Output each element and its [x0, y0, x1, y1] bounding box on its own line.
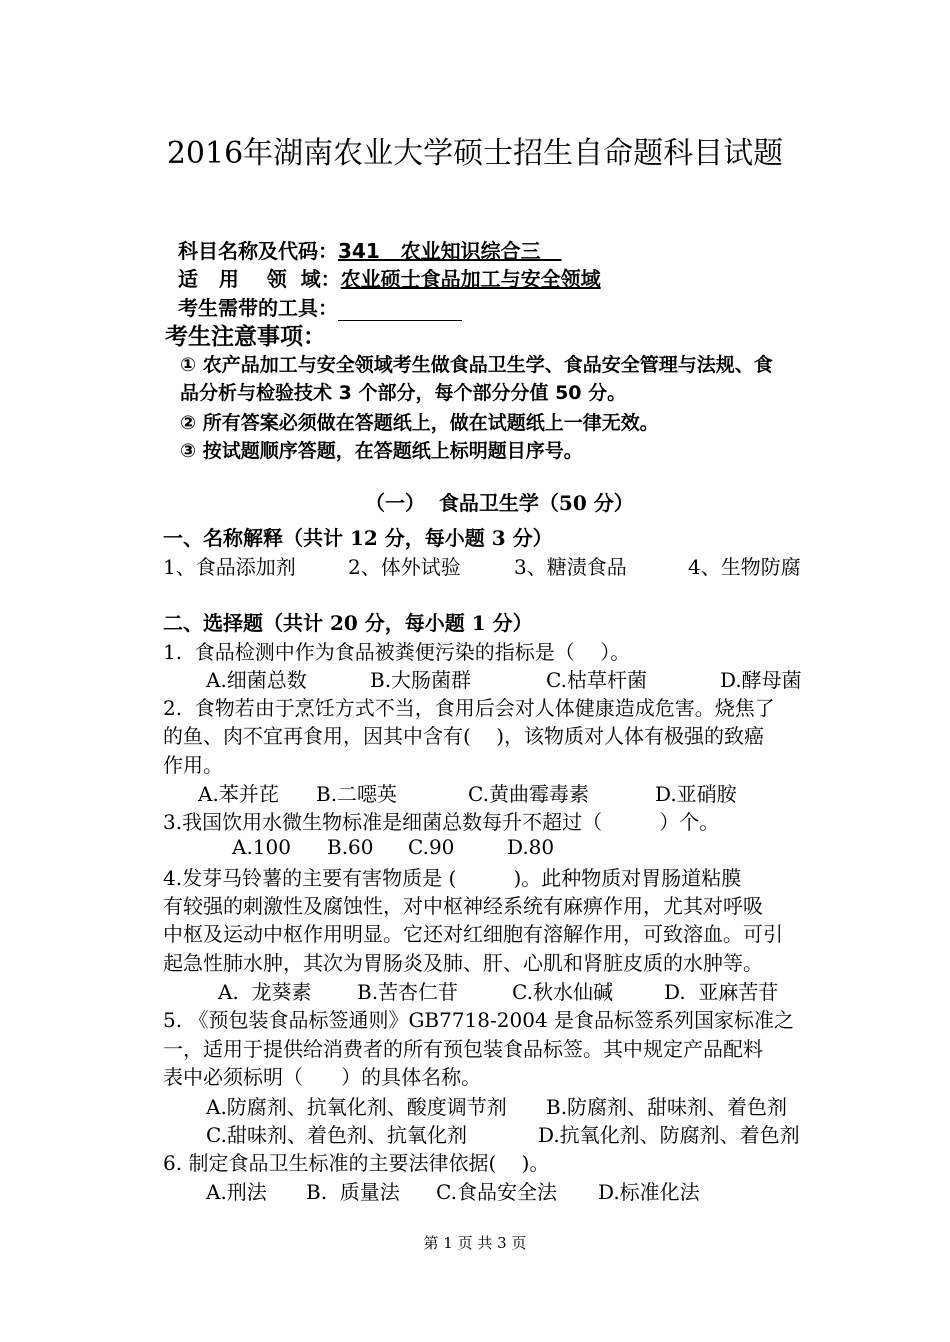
subject-label: 科目名称及代码：: [178, 239, 338, 263]
tools-label: 考生需带的工具：: [178, 296, 338, 320]
q4-line-4: 起急性肺水肿，其次为胃肠炎及肺、肝、心肌和肾脏皮质的水肿等。: [163, 951, 763, 975]
tools-row: [178, 292, 462, 321]
q4-line-3: 中枢及运动中枢作用明显。它还对红细胞有溶解作用，可致溶血。可引: [163, 922, 783, 946]
q4-option-b: B.苦杏仁苷: [357, 980, 459, 1004]
q4-option-d: D. 亚麻苦苷: [664, 980, 779, 1004]
q5-line-1: 5. 《预包装食品标签通则》GB7718-2004 是食品标签系列国家标准之: [163, 1008, 795, 1032]
q2-option-d: D.亚硝胺: [655, 782, 737, 806]
q2-line-2: 的鱼、肉不宜再食用，因其中含有( )，该物质对人体有极强的致癌: [163, 724, 765, 748]
notice-heading: 考生注意事项：: [165, 324, 326, 350]
q3-option-a: A.100: [232, 835, 291, 859]
notice-item-1-line-1: ① 农产品加工与安全领域考生做食品卫生学、食品安全管理与法规、食: [180, 354, 773, 376]
q1-option-b: B.大肠菌群: [370, 668, 472, 692]
q3-stem: 3.我国饮用水微生物标准是细菌总数每升不超过（ ）个。: [163, 810, 720, 834]
q1-option-d: D.酵母菌: [720, 668, 802, 692]
q1-option-a: A.细菌总数: [206, 668, 307, 692]
term-2: 2、体外试验: [348, 555, 461, 579]
notice-item-2: ② 所有答案必须做在答题纸上，做在试题纸上一律无效。: [180, 412, 659, 434]
q1-stem: 1. 食品检测中作为食品被粪便污染的指标是（ ）。: [163, 640, 631, 664]
page-footer: 第 1 页 共 3 页: [423, 1234, 527, 1252]
field-row: [178, 263, 601, 292]
q2-line-1: 2. 食物若由于烹饪方式不当，食用后会对人体健康造成危害。烧焦了: [163, 696, 775, 720]
q5-option-d: D.抗氧化剂、防腐剂、着色剂: [538, 1123, 800, 1147]
term-1: 1、食品添加剂: [163, 555, 296, 579]
q4-line-2: 有较强的刺激性及腐蚀性，对中枢神经系统有麻痹作用，尤其对呼吸: [163, 894, 763, 918]
section1-heading: 一、名称解释（共计 12 分，每小题 3 分）: [163, 526, 553, 550]
q6-stem: 6. 制定食品卫生标准的主要法律依据( )。: [163, 1151, 550, 1175]
q4-option-a: A. 龙葵素: [218, 980, 312, 1004]
q5-option-c: C.甜味剂、着色剂、抗氧化剂: [206, 1123, 467, 1147]
q2-line-3: 作用。: [163, 753, 223, 777]
q2-option-a: A.苯并芘: [198, 782, 279, 806]
field-value: 农业硕士食品加工与安全领域: [340, 267, 601, 291]
field-label: 适 用 领 域：: [178, 267, 341, 291]
q5-option-a: A.防腐剂、抗氧化剂、酸度调节剂: [206, 1095, 507, 1119]
notice-item-1-line-2: 品分析与检验技术 3 个部分，每个部分分值 50 分。: [180, 382, 627, 404]
q4-option-c: C.秋水仙碱: [512, 980, 613, 1004]
q2-option-c: C.黄曲霉毒素: [468, 782, 589, 806]
notice-item-3: ③ 按试题顺序答题，在答题纸上标明题目序号。: [180, 440, 583, 462]
term-3: 3、糖渍食品: [514, 555, 627, 579]
q3-option-b: B.60: [327, 835, 374, 859]
q6-option-c: C.食品安全法: [436, 1180, 557, 1204]
q6-option-a: A.刑法: [206, 1180, 267, 1204]
tools-blank: [338, 302, 462, 321]
subject-row: [178, 235, 562, 264]
q3-option-d: D.80: [507, 835, 555, 859]
exam-title: 2016年湖南农业大学硕士招生自命题科目试题: [166, 136, 784, 171]
part-title: （一） 食品卫生学（50 分）: [365, 491, 634, 515]
q5-line-2: 一，适用于提供给消费者的所有预包装食品标签。其中规定产品配料: [163, 1037, 763, 1061]
q5-option-b: B.防腐剂、甜味剂、着色剂: [546, 1095, 788, 1119]
q2-option-b: B.二噁英: [316, 782, 398, 806]
q5-line-3: 表中必须标明（ ）的具体名称。: [163, 1065, 482, 1089]
q3-option-c: C.90: [408, 835, 455, 859]
q4-line-1: 4.发芽马铃薯的主要有害物质是 ( )。此种物质对胃肠道粘膜: [163, 866, 742, 890]
q6-option-d: D.标准化法: [598, 1180, 700, 1204]
section2-heading: 二、选择题（共计 20 分，每小题 1 分）: [163, 611, 533, 635]
subject-value: 341 农业知识综合三: [338, 239, 562, 263]
term-4: 4、生物防腐: [688, 555, 801, 579]
q1-option-c: C.枯草杆菌: [546, 668, 647, 692]
q6-option-b: B. 质量法: [306, 1180, 400, 1204]
